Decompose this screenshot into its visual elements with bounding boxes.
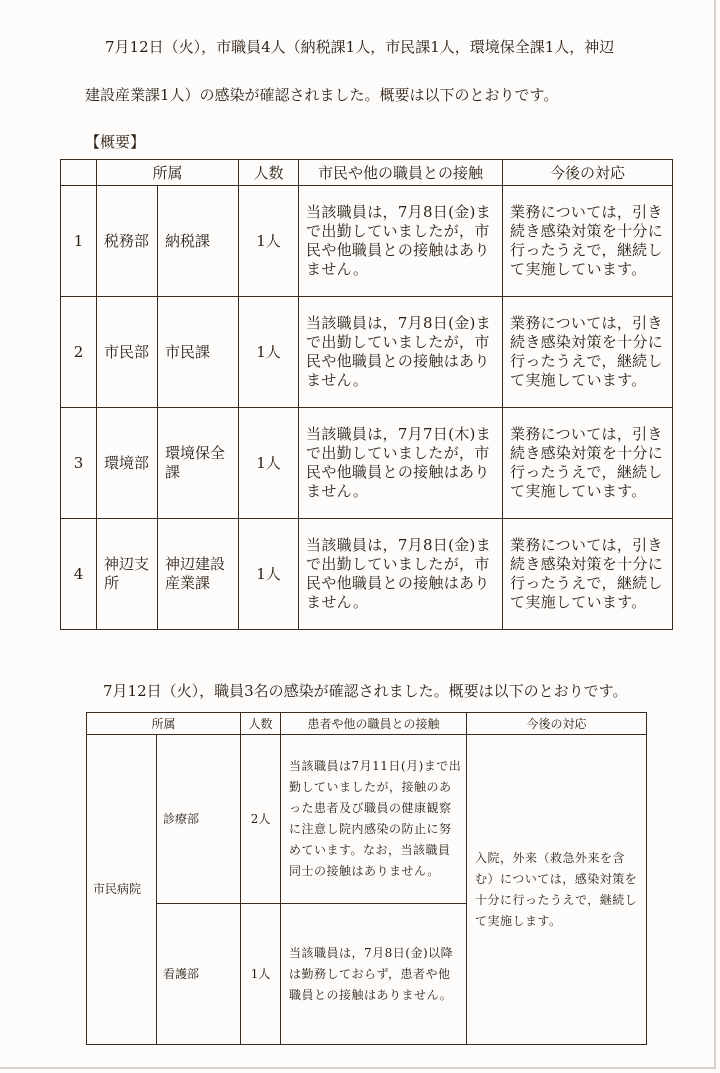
header-contact: 市民や他の職員との接触 xyxy=(299,160,503,186)
person-count: 1人 xyxy=(241,904,281,1045)
section: 市民課 xyxy=(158,297,239,408)
hospital-intro-paragraph: 7月12日（火），職員3名の感染が確認されました。概要は以下のとおりです。 xyxy=(103,682,628,700)
hospital-staff-table xyxy=(86,712,647,1045)
table-header-row xyxy=(61,160,673,186)
table-row xyxy=(61,519,673,630)
staff-infection-table xyxy=(60,159,673,630)
contact-description: 当該職員は，7月8日(金)まで出勤していましたが，市民や他職員との接触はありません。 xyxy=(299,519,503,630)
header-contact: 患者や他の職員との接触 xyxy=(281,713,467,735)
person-count: 1人 xyxy=(239,297,299,408)
table-row xyxy=(61,186,673,297)
contact-description: 当該職員は，7月8日(金)まで出勤していましたが，市民や他職員との接触はありません。 xyxy=(299,297,503,408)
intro-paragraph-line-1: 7月12日（火），市職員4人（納税課1人，市民課1人，環境保全課1人，神辺 xyxy=(105,38,615,56)
header-affiliation: 所属 xyxy=(97,160,239,186)
table-row xyxy=(87,735,647,904)
department: 看護部 xyxy=(157,904,241,1045)
header-count: 人数 xyxy=(241,713,281,735)
person-count: 1人 xyxy=(239,408,299,519)
row-number: 1 xyxy=(61,186,97,297)
section: 納税課 xyxy=(158,186,239,297)
section: 神辺建設産業課 xyxy=(158,519,239,630)
response-description: 業務については，引き続き感染対策を十分に行ったうえで，継続して実施しています。 xyxy=(503,297,673,408)
person-count: 2人 xyxy=(241,735,281,904)
department: 神辺支所 xyxy=(97,519,158,630)
section: 環境保全課 xyxy=(158,408,239,519)
contact-description: 当該職員は，7月8日(金)以降は勤務しておらず，患者や他職員との接触はありません。 xyxy=(281,904,467,1045)
department: 診療部 xyxy=(157,735,241,904)
header-response: 今後の対応 xyxy=(467,713,647,735)
header-response: 今後の対応 xyxy=(503,160,673,186)
intro-paragraph-line-2: 建設産業課1人）の感染が確認されました。概要は以下のとおりです。 xyxy=(85,86,559,104)
department: 税務部 xyxy=(97,186,158,297)
response-description: 業務については，引き続き感染対策を十分に行ったうえで，継続して実施しています。 xyxy=(503,186,673,297)
row-number: 3 xyxy=(61,408,97,519)
contact-description: 当該職員は，7月7日(木)まで出勤していましたが，市民や他職員との接触はありません。 xyxy=(299,408,503,519)
department: 環境部 xyxy=(97,408,158,519)
person-count: 1人 xyxy=(239,186,299,297)
summary-heading: 【概要】 xyxy=(85,133,146,151)
response-description: 業務については，引き続き感染対策を十分に行ったうえで，継続して実施しています。 xyxy=(503,519,673,630)
header-affiliation: 所属 xyxy=(87,713,241,735)
person-count: 1人 xyxy=(239,519,299,630)
contact-description: 当該職員は7月11日(月)まで出勤していましたが，接触のあった患者及び職員の健康観察に注意し院内感染の防止に努めています。なお，当該職員同士の接触はありません。 xyxy=(281,735,467,904)
table-row xyxy=(61,408,673,519)
response-description: 業務については，引き続き感染対策を十分に行ったうえで，継続して実施しています。 xyxy=(503,408,673,519)
department: 市民部 xyxy=(97,297,158,408)
contact-description: 当該職員は，7月8日(金)まで出勤していましたが，市民や他職員との接触はありません。 xyxy=(299,186,503,297)
response-description: 入院，外来（救急外来を含む）については，感染対策を十分に行ったうえで，継続して実施します。 xyxy=(467,735,647,1045)
hospital-name: 市民病院 xyxy=(87,735,157,1045)
row-number: 2 xyxy=(61,297,97,408)
header-count: 人数 xyxy=(239,160,299,186)
row-number: 4 xyxy=(61,519,97,630)
table-row xyxy=(61,297,673,408)
table-header-row xyxy=(87,713,647,735)
